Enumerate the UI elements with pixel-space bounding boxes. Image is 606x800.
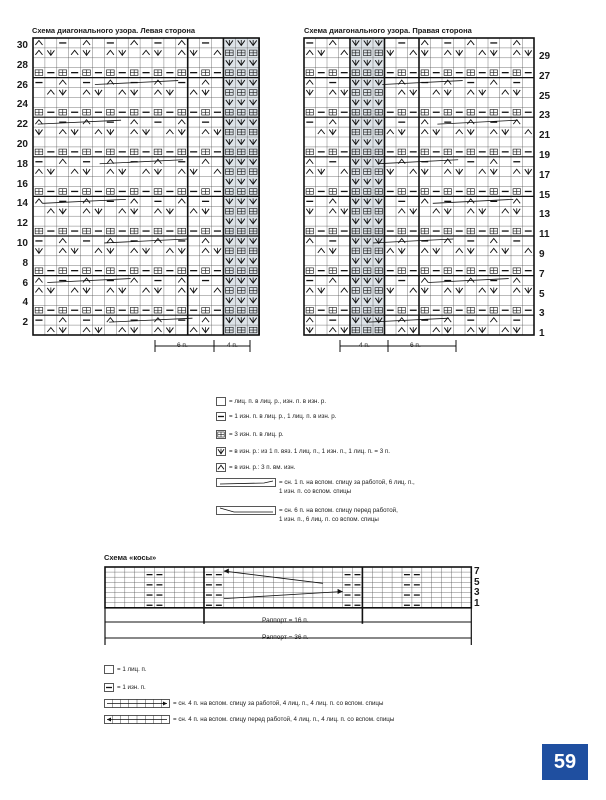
left-dim-4: 4 п. xyxy=(227,342,238,349)
left-row-number: 2 xyxy=(22,317,28,329)
decrease-mark xyxy=(421,278,428,282)
decrease-mark xyxy=(410,50,417,54)
decrease-mark xyxy=(502,90,509,94)
decrease-mark xyxy=(83,40,90,44)
decrease-mark xyxy=(387,130,394,134)
legend-text: = сн. 1 п. на вспом. спицу за работой, 6 лиц. п., xyxy=(279,479,415,486)
decrease-mark xyxy=(306,50,313,54)
decrease-mark xyxy=(190,90,197,94)
right-row-number: 13 xyxy=(539,209,551,221)
triple-purl-symbol xyxy=(216,430,226,439)
legend-text-continued: 1 изн. п., 6 лиц. п. со вспом. спицы xyxy=(279,516,379,523)
decrease-mark xyxy=(178,278,185,282)
repeat-16-label: Раппорт = 16 п. xyxy=(262,617,309,624)
decrease-mark xyxy=(490,159,497,163)
right-row-number: 27 xyxy=(539,70,551,82)
decrease-mark xyxy=(329,328,336,332)
decrease-mark xyxy=(306,318,313,322)
decrease-mark xyxy=(202,80,209,84)
legend-item xyxy=(216,463,295,472)
legend-item xyxy=(104,699,383,708)
decrease-mark xyxy=(71,288,78,292)
legend-item xyxy=(216,397,326,406)
legend-text-continued: 1 изн. п. со вспом. спицы xyxy=(279,488,352,495)
left-row-number: 6 xyxy=(22,277,28,289)
legend-item xyxy=(216,506,398,524)
decrease-mark xyxy=(410,288,417,292)
left-dim-6: 6 п. xyxy=(177,342,188,349)
decrease-mark xyxy=(467,328,474,332)
legend-item xyxy=(104,683,146,692)
decrease-mark xyxy=(131,248,138,252)
decrease-mark xyxy=(456,130,463,134)
decrease-mark xyxy=(467,40,474,44)
decrease-mark xyxy=(421,40,428,44)
decrease-mark xyxy=(35,40,42,44)
knit-three-from-one-symbol xyxy=(216,447,226,456)
decrease-mark xyxy=(95,248,102,252)
left-chart-title: Схема диагонального узора. Левая сторона xyxy=(32,26,196,35)
right-row-number: 19 xyxy=(539,150,551,161)
right-row-number: 7 xyxy=(539,268,545,280)
decrease-mark xyxy=(329,199,336,203)
decrease-mark xyxy=(47,90,54,94)
right-row-number: 21 xyxy=(539,130,551,142)
decrease-mark xyxy=(318,130,325,134)
decrease-mark xyxy=(35,288,42,292)
decrease-mark xyxy=(513,50,520,54)
decrease-mark xyxy=(154,328,161,332)
legend-text: = лиц. п. в лиц. р., изн. п. в изн. р. xyxy=(229,398,327,405)
decrease-mark xyxy=(421,248,428,252)
decrease-mark xyxy=(178,288,185,292)
decrease-mark xyxy=(329,40,336,44)
decrease-mark xyxy=(421,130,428,134)
decrease-mark xyxy=(479,169,486,173)
decrease-mark xyxy=(444,80,451,84)
decrease-mark xyxy=(341,288,348,292)
decrease-mark xyxy=(190,209,197,213)
legend-item xyxy=(216,430,284,439)
legend-text: = в изн. р.: 3 п. вм. изн. xyxy=(229,464,296,471)
decrease-mark xyxy=(513,278,520,282)
decrease-mark xyxy=(131,120,138,124)
left-row-number: 16 xyxy=(16,178,28,190)
decrease-mark xyxy=(59,248,66,252)
legend-item xyxy=(216,478,415,496)
left-row-number: 8 xyxy=(22,257,28,269)
decrease-mark xyxy=(444,288,451,292)
left-row-number: 22 xyxy=(16,119,28,131)
decrease-mark xyxy=(178,169,185,173)
decrease-mark xyxy=(119,328,126,332)
decrease-mark xyxy=(107,50,114,54)
right-row-number: 1 xyxy=(539,328,545,340)
repeat-36-label: Раппорт = 36 п. xyxy=(262,634,309,641)
left-row-number: 4 xyxy=(22,297,28,309)
decrease-mark xyxy=(306,238,313,242)
decrease-mark xyxy=(119,90,126,94)
decrease-mark xyxy=(306,80,313,84)
decrease-mark xyxy=(131,278,138,282)
legend-text: = сн. 6 п. на вспом. спицу перед работой, xyxy=(279,507,398,514)
decrease-mark xyxy=(341,169,348,173)
decrease-mark xyxy=(214,169,221,173)
decrease-mark xyxy=(154,209,161,213)
decrease-mark xyxy=(35,199,42,203)
decrease-mark xyxy=(83,209,90,213)
decrease-mark xyxy=(525,248,532,252)
decrease-mark xyxy=(178,199,185,203)
decrease-mark xyxy=(306,159,313,163)
right-row-number: 25 xyxy=(539,90,551,102)
left-row-number: 24 xyxy=(16,99,28,111)
dash-symbol xyxy=(216,412,226,421)
right-chart-grid xyxy=(304,38,534,352)
decrease-mark xyxy=(398,159,405,163)
decrease-mark xyxy=(306,169,313,173)
decrease-mark xyxy=(154,159,161,163)
right-row-number: 17 xyxy=(539,169,551,181)
decrease-mark xyxy=(433,328,440,332)
decrease-mark xyxy=(47,209,54,213)
left-row-number: 20 xyxy=(16,139,28,150)
left-chart-grid xyxy=(33,38,259,352)
decrease-mark xyxy=(398,90,405,94)
right-row-number: 5 xyxy=(539,288,545,300)
decrease-mark xyxy=(107,288,114,292)
decrease-mark xyxy=(410,169,417,173)
legend-text: = сн. 4 п. на вспом. спицу перед работой, 4 лиц. п., 4 лиц. п. со вспом. спицы xyxy=(173,716,395,723)
decrease-mark xyxy=(154,80,161,84)
left-row-number: 10 xyxy=(16,238,28,249)
cable-4-front-symbol xyxy=(104,715,170,724)
cable-stroke xyxy=(95,81,178,85)
decrease-mark xyxy=(398,318,405,322)
decrease-mark xyxy=(83,328,90,332)
right-row-number: 15 xyxy=(539,189,551,201)
decrease-mark xyxy=(433,209,440,213)
right-row-number: 29 xyxy=(539,51,551,62)
decrease-mark xyxy=(178,40,185,44)
legend-text: = в изн. р.: из 1 п. вяз. 1 лиц. п., 1 изн. п., 1 лиц. п. = 3 п. xyxy=(229,448,390,455)
decrease-mark xyxy=(190,328,197,332)
decrease-mark xyxy=(142,288,149,292)
decrease-mark xyxy=(131,40,138,44)
decrease-mark xyxy=(341,50,348,54)
decrease-mark xyxy=(490,248,497,252)
legend-text: = 1 изн. п. в лиц. р., 1 лиц. п. в изн. р. xyxy=(229,413,337,420)
left-row-number: 28 xyxy=(16,59,28,71)
legend-item xyxy=(104,715,394,724)
decrease-mark xyxy=(490,318,497,322)
decrease-mark xyxy=(490,130,497,134)
decrease-mark xyxy=(329,120,336,124)
decrease-mark xyxy=(502,209,509,213)
decrease-mark xyxy=(95,130,102,134)
decrease-mark xyxy=(131,130,138,134)
legend-text: = сн. 4 п. на вспом. спицу за работой, 4 лиц. п., 4 лиц. п. со вспом. спицы xyxy=(173,700,384,707)
decrease-mark xyxy=(513,169,520,173)
decrease-mark xyxy=(398,209,405,213)
cable-arrow xyxy=(338,589,343,594)
decrease-mark xyxy=(59,238,66,242)
left-row-number: 12 xyxy=(16,218,28,230)
cable-row-number: 3 xyxy=(474,587,480,598)
decrease-mark xyxy=(202,159,209,163)
decrease-mark xyxy=(202,238,209,242)
decrease-mark xyxy=(433,90,440,94)
left-row-number: 30 xyxy=(16,40,28,51)
decrease-mark xyxy=(178,50,185,54)
legend-item xyxy=(216,447,390,456)
decrease-mark xyxy=(214,288,221,292)
decrease-mark xyxy=(119,209,126,213)
decrease-mark xyxy=(71,50,78,54)
decrease-mark xyxy=(444,169,451,173)
decrease-mark xyxy=(467,209,474,213)
decrease-mark xyxy=(467,90,474,94)
cable-chart-title: Схема «косы» xyxy=(104,553,157,562)
decrease-mark xyxy=(398,328,405,332)
legend-text: = 1 лиц. п. xyxy=(117,666,147,673)
decrease-mark xyxy=(306,288,313,292)
left-row-number: 18 xyxy=(16,158,28,170)
right-chart-title: Схема диагонального узора. Правая сторона xyxy=(304,26,472,35)
right-row-number: 9 xyxy=(539,249,545,260)
legend-text: = 1 изн. п. xyxy=(117,684,146,691)
page-number: 59 xyxy=(542,744,588,780)
left-row-number: 26 xyxy=(16,79,28,91)
cable-4-back-symbol xyxy=(104,699,170,708)
decrease-mark xyxy=(47,328,54,332)
decrease-mark xyxy=(202,248,209,252)
right-row-number: 23 xyxy=(539,110,551,122)
legend-text: = 3 изн. п. в лиц. р. xyxy=(229,431,284,438)
purl-symbol xyxy=(104,683,114,692)
decrease-mark xyxy=(59,159,66,163)
decrease-mark xyxy=(421,120,428,124)
cable-row-number: 1 xyxy=(474,597,480,609)
decrease-mark xyxy=(329,90,336,94)
decrease-mark xyxy=(214,50,221,54)
decrease-mark xyxy=(202,130,209,134)
legend-item xyxy=(104,665,147,674)
decrease-mark xyxy=(59,80,66,84)
cable-front-symbol xyxy=(216,506,276,515)
decrease-three-symbol xyxy=(216,463,226,472)
decrease-mark xyxy=(35,169,42,173)
decrease-mark xyxy=(513,288,520,292)
decrease-mark xyxy=(166,130,173,134)
decrease-mark xyxy=(107,169,114,173)
decrease-mark xyxy=(107,318,114,322)
right-row-number: 3 xyxy=(539,308,545,320)
decrease-mark xyxy=(329,278,336,282)
decrease-mark xyxy=(467,120,474,124)
cable-row-number: 5 xyxy=(474,576,480,588)
decrease-mark xyxy=(490,80,497,84)
decrease-mark xyxy=(387,248,394,252)
decrease-mark xyxy=(513,40,520,44)
decrease-mark xyxy=(202,318,209,322)
cable-arrow xyxy=(224,569,229,574)
decrease-mark xyxy=(178,120,185,124)
decrease-mark xyxy=(83,90,90,94)
decrease-mark xyxy=(398,238,405,242)
decrease-mark xyxy=(35,278,42,282)
decrease-mark xyxy=(59,130,66,134)
decrease-mark xyxy=(525,130,532,134)
right-row-number: 11 xyxy=(539,229,550,241)
decrease-mark xyxy=(154,90,161,94)
right-dim-4: 4 п. xyxy=(359,342,370,349)
decrease-mark xyxy=(444,50,451,54)
decrease-mark xyxy=(318,248,325,252)
decrease-mark xyxy=(35,50,42,54)
decrease-mark xyxy=(131,199,138,203)
decrease-mark xyxy=(490,238,497,242)
cable-stroke xyxy=(104,239,187,243)
decrease-mark xyxy=(35,120,42,124)
decrease-mark xyxy=(166,248,173,252)
cable-back-symbol xyxy=(216,478,276,487)
empty-square-symbol xyxy=(216,397,226,406)
decrease-mark xyxy=(71,169,78,173)
decrease-mark xyxy=(142,50,149,54)
decrease-mark xyxy=(513,199,520,203)
decrease-mark xyxy=(479,288,486,292)
decrease-mark xyxy=(502,328,509,332)
left-row-number: 14 xyxy=(16,198,28,210)
legend-item xyxy=(216,412,336,421)
decrease-mark xyxy=(142,169,149,173)
decrease-mark xyxy=(456,248,463,252)
right-dim-6: 6 п. xyxy=(410,342,421,349)
decrease-mark xyxy=(479,50,486,54)
decrease-mark xyxy=(421,199,428,203)
cable-row-number: 7 xyxy=(474,566,480,577)
decrease-mark xyxy=(59,318,66,322)
decrease-mark xyxy=(329,209,336,213)
empty-square-symbol xyxy=(104,665,114,674)
